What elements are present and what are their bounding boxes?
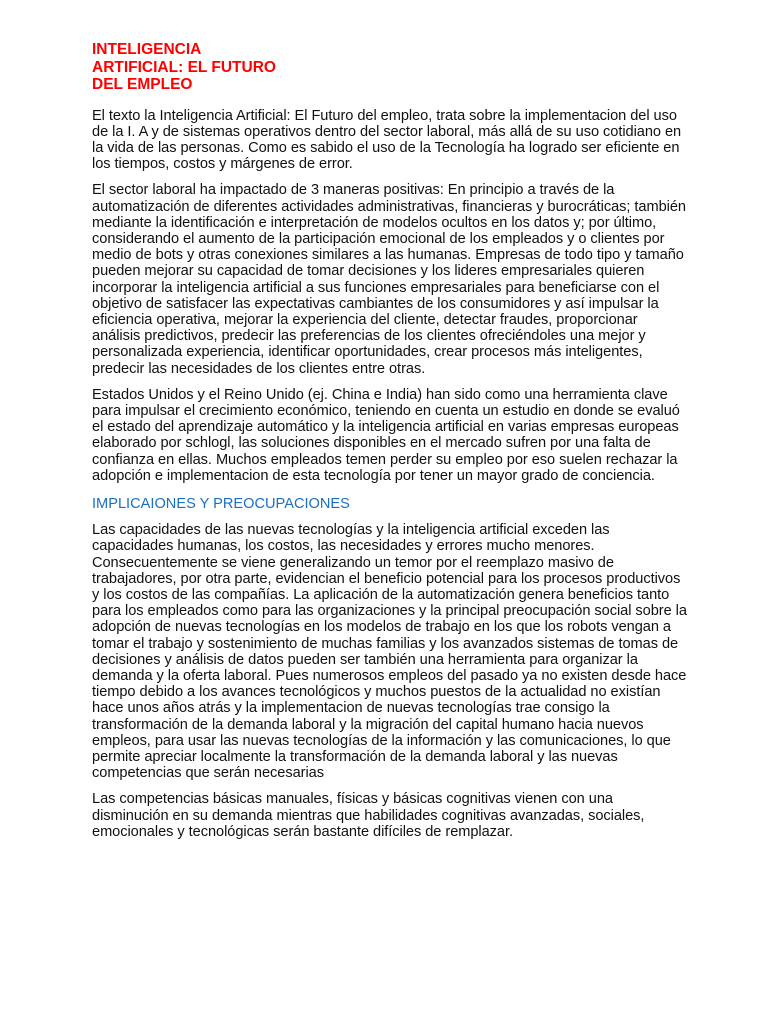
- section-paragraph: Las capacidades de las nuevas tecnologías y la inteligencia artificial exceden las capacidades humanas, los costos, las necesidades y errores mucho menores. Consecuentemente se viene generalizando un temor por el reemplazo masivo de trabajadores, por otra parte, evidencian el beneficio potencial para los procesos productivos y los costos de las compañías. La aplicación de la automatización genera beneficios tanto para los empleados como para las organizaciones y la principal preocupación social sobre la adopción de nuevas tecnologías en los modelos de trabajo en los que los robots vengan a tomar el trabajo y sostenimiento de muchas familias y los avanzados sistemas de tomas de decisiones y análisis de datos pueden ser también una herramienta para organizar la demanda y la oferta laboral. Pues numerosos empleos del pasado ya no existen desde hace tiempo debido a los avances tecnológicos y muchos puestos de la actualidad no existían hace unos años atrás y la implementacion de nuevas tecnologías trae consigo la transformación de la demanda laboral y la migración del capital humano hacia nuevos empleos, para usar las nuevas tecnologías de la información y las comunicaciones, lo que permite apreciar localmente la transformación de la demanda laboral y las nuevas competencias que serán necesarias: [92, 522, 687, 782]
- document-title: [92, 41, 312, 94]
- title-line: INTELIGENCIA: [92, 41, 202, 58]
- section-paragraph: Las competencias básicas manuales, físicas y básicas cognitivas vienen con una disminución en su demanda mientras que habilidades cognitivas avanzadas, sociales, emocionales y tecnológicas serán bastante difíciles de remplazar.: [92, 791, 645, 840]
- intro-paragraph: El texto la Inteligencia Artificial: El Futuro del empleo, trata sobre la implementacion del uso de la I. A y de sistemas operativos dentro del sector laboral, más allá de su uso cotidiano en la vida de las personas. Como es sabido el uso de la Tecnología ha logrado ser eficiente en los tiempos, costos y márgenes de error.: [92, 107, 682, 173]
- title-line: ARTIFICIAL: EL FUTURO: [92, 58, 276, 76]
- title-line: DEL EMPLEO: [92, 76, 193, 93]
- intro-paragraph: El sector laboral ha impactado de 3 maneras positivas: En principio a través de la automatización de diferentes actividades administrativas, financieras y burocráticas; también mediante la identificación e interpretación de modelos ocultos en los datos y; por último, considerando el aumento de la participación emocional de los empleados y o clientes por medio de bots y otras conexiones similares a las humanas. Empresas de todo tipo y tamaño pueden mejorar su capacidad de tomar decisiones y los lideres empresariales quieren incorporar la inteligencia artificial a sus funciones empresariales para beneficiarse con el objetivo de satisfacer las expectativas cambiantes de los consumidores y así impulsar la eficiencia operativa, mejorar la experiencia del cliente, detectar fraudes, proporcionar análisis predictivos, predecir las preferencias de los clientes ofreciéndoles una mejor y personalizada experiencia, identificar oportunidades, crear procesos más inteligentes, predecir las necesidades de los clientes entre otras.: [92, 182, 686, 377]
- document-page: [92, 41, 688, 850]
- intro-paragraph: Estados Unidos y el Reino Unido (ej. China e India) han sido como una herramienta clave para impulsar el crecimiento económico, teniendo en cuenta un estudio en donde se evaluó el estado del aprendizaje automático y la inteligencia artificial en varias empresas europeas elaborado por schlogl, las soluciones disponibles en el mercado sufren por una falta de confianza en ellas. Muchos empleados temen perder su empleo por eso suelen rechazar la adopción e implementacion de esta tecnología por tener un mayor grado de conciencia.: [92, 386, 680, 484]
- section-heading: IMPLICAIONES Y PREOCUPACIONES: [92, 495, 350, 512]
